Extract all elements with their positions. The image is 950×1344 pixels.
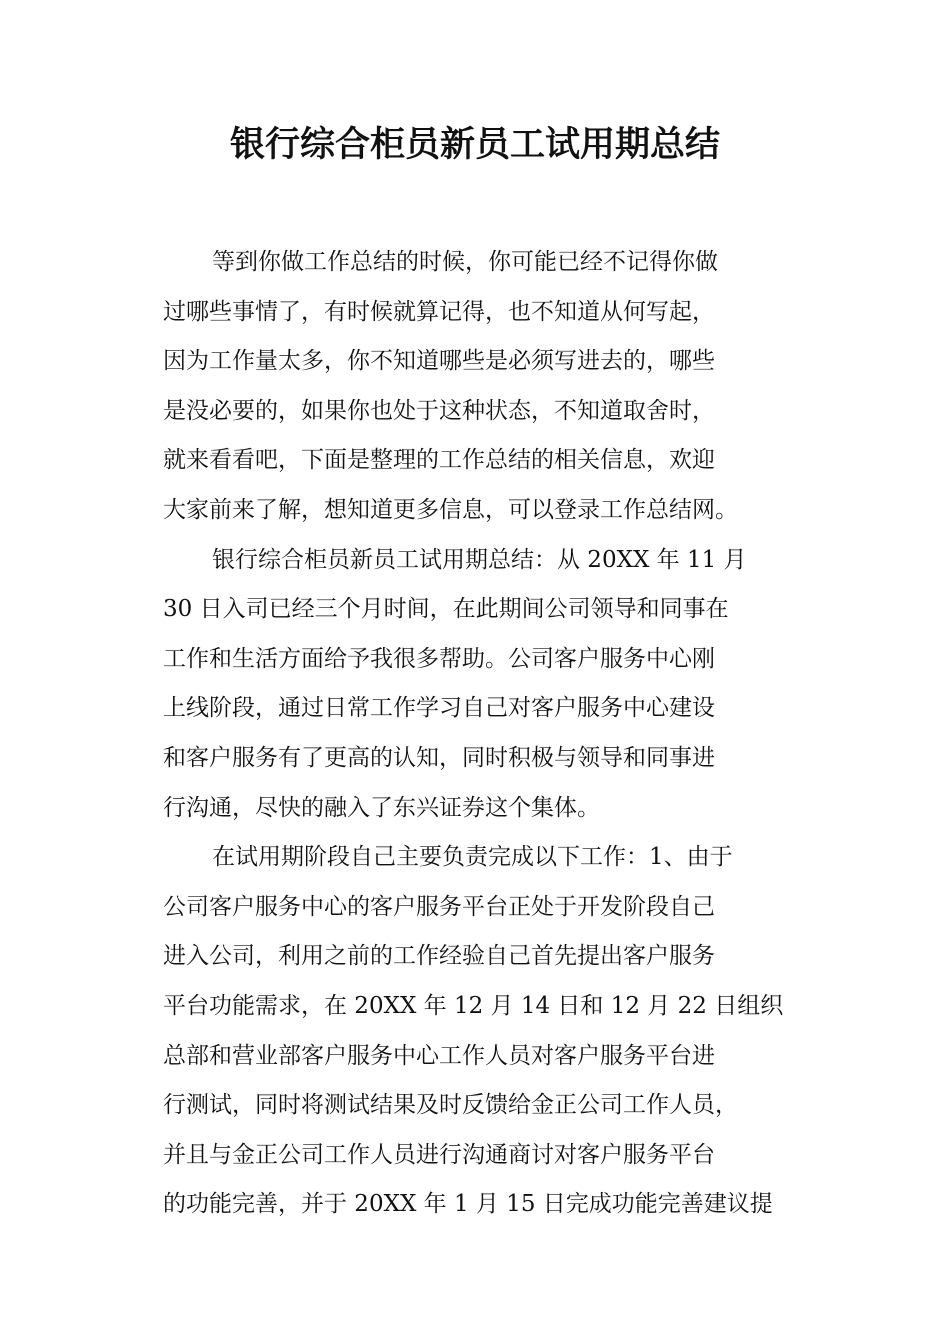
paragraph-line: 是没必要的，如果你也处于这种状态，不知道取舍时， xyxy=(163,397,715,424)
paragraph-line: 30 日入司已经三个月时间，在此期间公司领导和同事在 xyxy=(163,596,729,623)
paragraph-line: 总部和营业部客户服务中心工作人员对客户服务平台进 xyxy=(163,1042,715,1069)
paragraph-line: 等到你做工作总结的时候，你可能已经不记得你做 xyxy=(212,249,718,275)
paragraph-line: 过哪些事情了，有时候就算记得，也不知道从何写起， xyxy=(163,298,715,325)
paragraph-line: 银行综合柜员新员工试用期总结：从 20XX 年 11 月 xyxy=(212,546,747,573)
paragraph-line: 因为工作量太多，你不知道哪些是必须写进去的，哪些 xyxy=(163,348,715,375)
paragraph-line: 在试用期阶段自己主要负责完成以下工作：1、由于 xyxy=(212,844,733,871)
paragraph-line: 进入公司，利用之前的工作经验自己首先提出客户服务 xyxy=(163,943,715,970)
paragraph-line: 公司客户服务中心的客户服务平台正处于开发阶段自己 xyxy=(163,893,715,920)
paragraph-line: 和客户服务有了更高的认知，同时积极与领导和同事进 xyxy=(163,744,715,771)
paragraph-line: 行沟通，尽快的融入了东兴证券这个集体。 xyxy=(163,794,600,821)
paragraph-line: 行测试，同时将测试结果及时反馈给金正公司工作人员， xyxy=(163,1092,738,1119)
paragraph-line: 大家前来了解，想知道更多信息，可以登录工作总结网。 xyxy=(163,496,738,523)
paragraph-line: 就来看看吧，下面是整理的工作总结的相关信息，欢迎 xyxy=(163,447,715,474)
paragraph-line: 工作和生活方面给予我很多帮助。公司客户服务中心刚 xyxy=(163,645,715,672)
paragraph-line: 上线阶段，通过日常工作学习自己对客户服务中心建设 xyxy=(163,695,715,722)
paragraph-line: 并且与金正公司工作人员进行沟通商讨对客户服务平台 xyxy=(163,1141,715,1168)
paragraph-line: 的功能完善，并于 20XX 年 1 月 15 日完成功能完善建议提 xyxy=(163,1191,773,1218)
paragraph-line: 平台功能需求，在 20XX 年 12 月 14 日和 12 月 22 日组织 xyxy=(163,992,784,1019)
document-title: 银行综合柜员新员工试用期总结 xyxy=(229,125,720,165)
document-body xyxy=(163,238,823,1230)
